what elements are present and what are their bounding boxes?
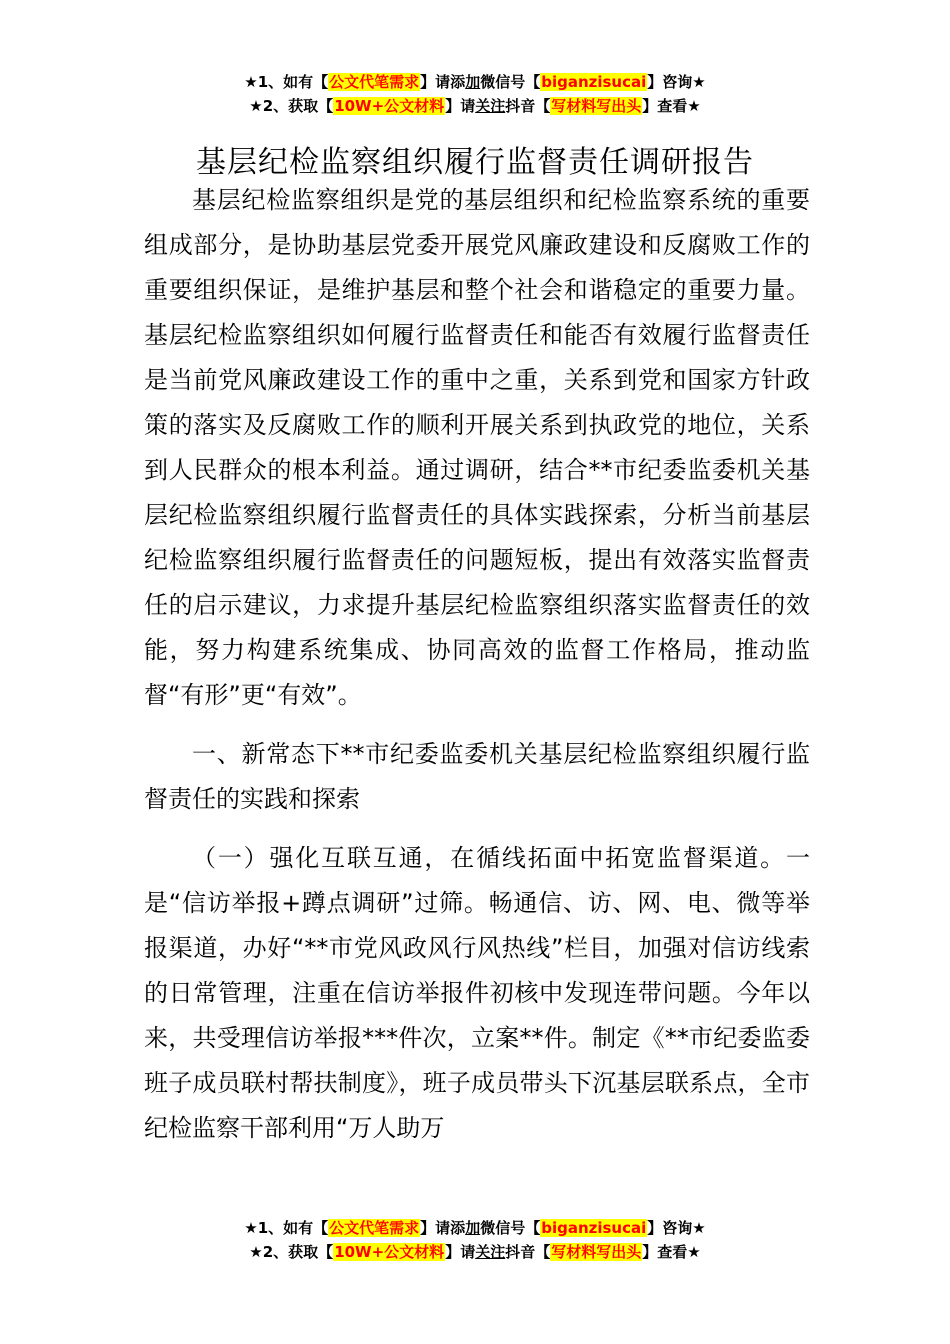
paragraph-intro: 基层纪检监察组织是党的基层组织和纪检监察系统的重要组成部分，是协助基层党委开展党风廉政建设和反腐败工作的重要组织保证，是维护基层和整个社会和谐稳定的重要力量。基层纪检监察组织如何履行监督责任和能否有效履行监督责任是当前党风廉政建设工作的重中之重，关系到党和国家方针政策的落实及反腐败工作的顺利开展关系到执政党的地位，关系到人民群众的根本利益。通过调研，结合**市纪委监委机关基层纪检监察组织履行监督责任的具体实践探索，分析当前基层纪检监察组织履行监督责任的问题短板，提出有效落实监督责任的启示建议，力求提升基层纪检监察组织落实监督责任的效能，努力构建系统集成、协同高效的监督工作格局，推动监督“有形”更“有效”。	[144, 186, 810, 709]
promo-text: ★2、获取【	[249, 97, 334, 115]
promo-text: 】请添	[420, 73, 466, 91]
promo-header	[0, 70, 950, 118]
promo-footer	[0, 1216, 950, 1264]
promo-line-2	[0, 1240, 950, 1264]
promo-underlined-text: 关注	[475, 97, 506, 115]
promo-underlined-text: 加	[465, 73, 481, 91]
paragraph-subsection-1: （一）强化互联互通，在循线拓面中拓宽监督渠道。一是“信访举报+蹲点调研”过筛。畅通信、访、网、电、微等举报渠道，办好“**市党风政风行风热线”栏目，加强对信访线索的日常管理，注重在信访举报件初核中发现连带问题。今年以来，共受理信访举报***件次，立案**件。制定《**市纪委监委班子成员联村帮扶制度》，班子成员带头下沉基层联系点，全市纪检监察干部利用“万人助万	[144, 844, 810, 1142]
promo-text: 】请	[445, 97, 476, 115]
promo-highlight: 10W+公文材料	[334, 97, 445, 115]
promo-line-1	[0, 70, 950, 94]
promo-highlight: biganzisucai	[541, 1219, 647, 1237]
promo-underlined-text: 关注	[475, 1243, 506, 1261]
promo-highlight: 写材料写出头	[551, 97, 642, 115]
promo-highlight: biganzisucai	[541, 73, 647, 91]
promo-text: ★1、如有【	[244, 73, 329, 91]
section-heading-1: 一、新常态下**市纪委监委机关基层纪检监察组织履行监督责任的实践和探索	[144, 740, 810, 813]
promo-text: 微信号【	[480, 73, 541, 91]
promo-text: 】咨询★	[647, 73, 706, 91]
promo-highlight: 10W+公文材料	[334, 1243, 445, 1261]
promo-line-1	[0, 1216, 950, 1240]
promo-text: 】查看★	[642, 1243, 701, 1261]
promo-highlight: 公文代笔需求	[329, 1219, 420, 1237]
promo-highlight: 公文代笔需求	[329, 73, 420, 91]
document-body	[144, 178, 810, 1151]
promo-text: 抖音【	[505, 97, 551, 115]
promo-line-2	[0, 94, 950, 118]
promo-underlined-text: 加	[465, 1219, 481, 1237]
promo-text: 】查看★	[642, 97, 701, 115]
promo-highlight: 写材料写出头	[551, 1243, 642, 1261]
promo-text: 】咨询★	[647, 1219, 706, 1237]
promo-text: 微信号【	[480, 1219, 541, 1237]
document-title: 基层纪检监察组织履行监督责任调研报告	[196, 145, 754, 181]
promo-text: 】请	[445, 1243, 476, 1261]
promo-text: 】请添	[420, 1219, 466, 1237]
promo-text: ★1、如有【	[244, 1219, 329, 1237]
promo-text: 抖音【	[505, 1243, 551, 1261]
promo-text: ★2、获取【	[249, 1243, 334, 1261]
